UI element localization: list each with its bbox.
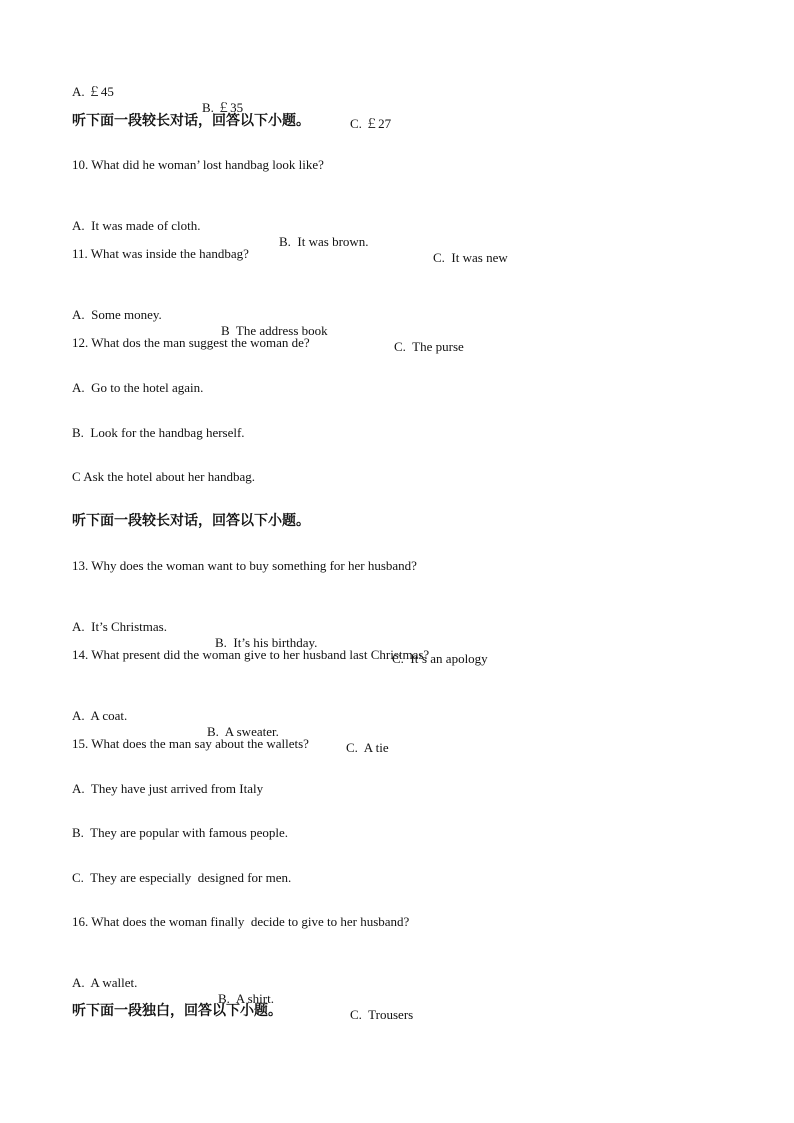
q15-option-b: B. They are popular with famous people.: [72, 825, 289, 840]
section-heading: 听下面一段独白，回答以下小题。: [72, 1003, 282, 1019]
q10-option-b: B. It was brown.: [279, 234, 369, 249]
q12-option-c: C Ask the hotel about her handbag.: [72, 469, 256, 484]
q16-option-b: B. A shirt.: [218, 991, 274, 1006]
q16-option-a: A. A wallet.: [72, 975, 138, 990]
q12-option-a: A. Go to the hotel again.: [72, 380, 204, 395]
q9-option-c: C. ￡27: [350, 116, 392, 131]
q16-option-c: C. Trousers: [350, 1007, 414, 1022]
q12-option-b: B. Look for the handbag herself.: [72, 425, 245, 440]
q10-option-c: C. It was new: [433, 250, 508, 265]
q11-option-a: A. Some money.: [72, 307, 162, 322]
q14-option-c: C. A tie: [346, 740, 389, 755]
question-10: 10. What did he woman’ lost handbag look like?: [72, 157, 324, 172]
q13-option-a: A. It’s Christmas.: [72, 619, 167, 634]
question-16: 16. What does the woman finally decide to give to her husband?: [72, 914, 410, 929]
q15-option-a: A. They have just arrived from Italy: [72, 781, 264, 796]
q14-option-b: B. A sweater.: [207, 724, 279, 739]
q13-option-c: C. It’s an apology: [392, 651, 488, 666]
q15-option-c: C. They are especially designed for men.: [72, 870, 292, 885]
q10-option-a: A. It was made of cloth.: [72, 218, 201, 233]
q11-option-c: C. The purse: [394, 339, 464, 354]
question-15: 15. What does the man say about the wallets?: [72, 736, 309, 751]
q14-option-a: A. A coat.: [72, 708, 128, 723]
q11-option-b: B The address book: [221, 323, 328, 338]
question-14: 14. What present did the woman give to her husband last Christmas?: [72, 647, 430, 662]
q9-option-a: A. ￡45: [72, 84, 114, 99]
question-13: 13. Why does the woman want to buy something for her husband?: [72, 558, 417, 573]
question-11: 11. What was inside the handbag?: [72, 246, 249, 261]
question-12: 12. What dos the man suggest the woman de?: [72, 335, 310, 350]
section-heading: 听下面一段较长对话，回答以下小题。: [72, 113, 310, 129]
q9-option-b: B. ￡35: [202, 100, 244, 115]
section-heading: 听下面一段较长对话，回答以下小题。: [72, 513, 310, 529]
q13-option-b: B. It’s his birthday.: [215, 635, 318, 650]
